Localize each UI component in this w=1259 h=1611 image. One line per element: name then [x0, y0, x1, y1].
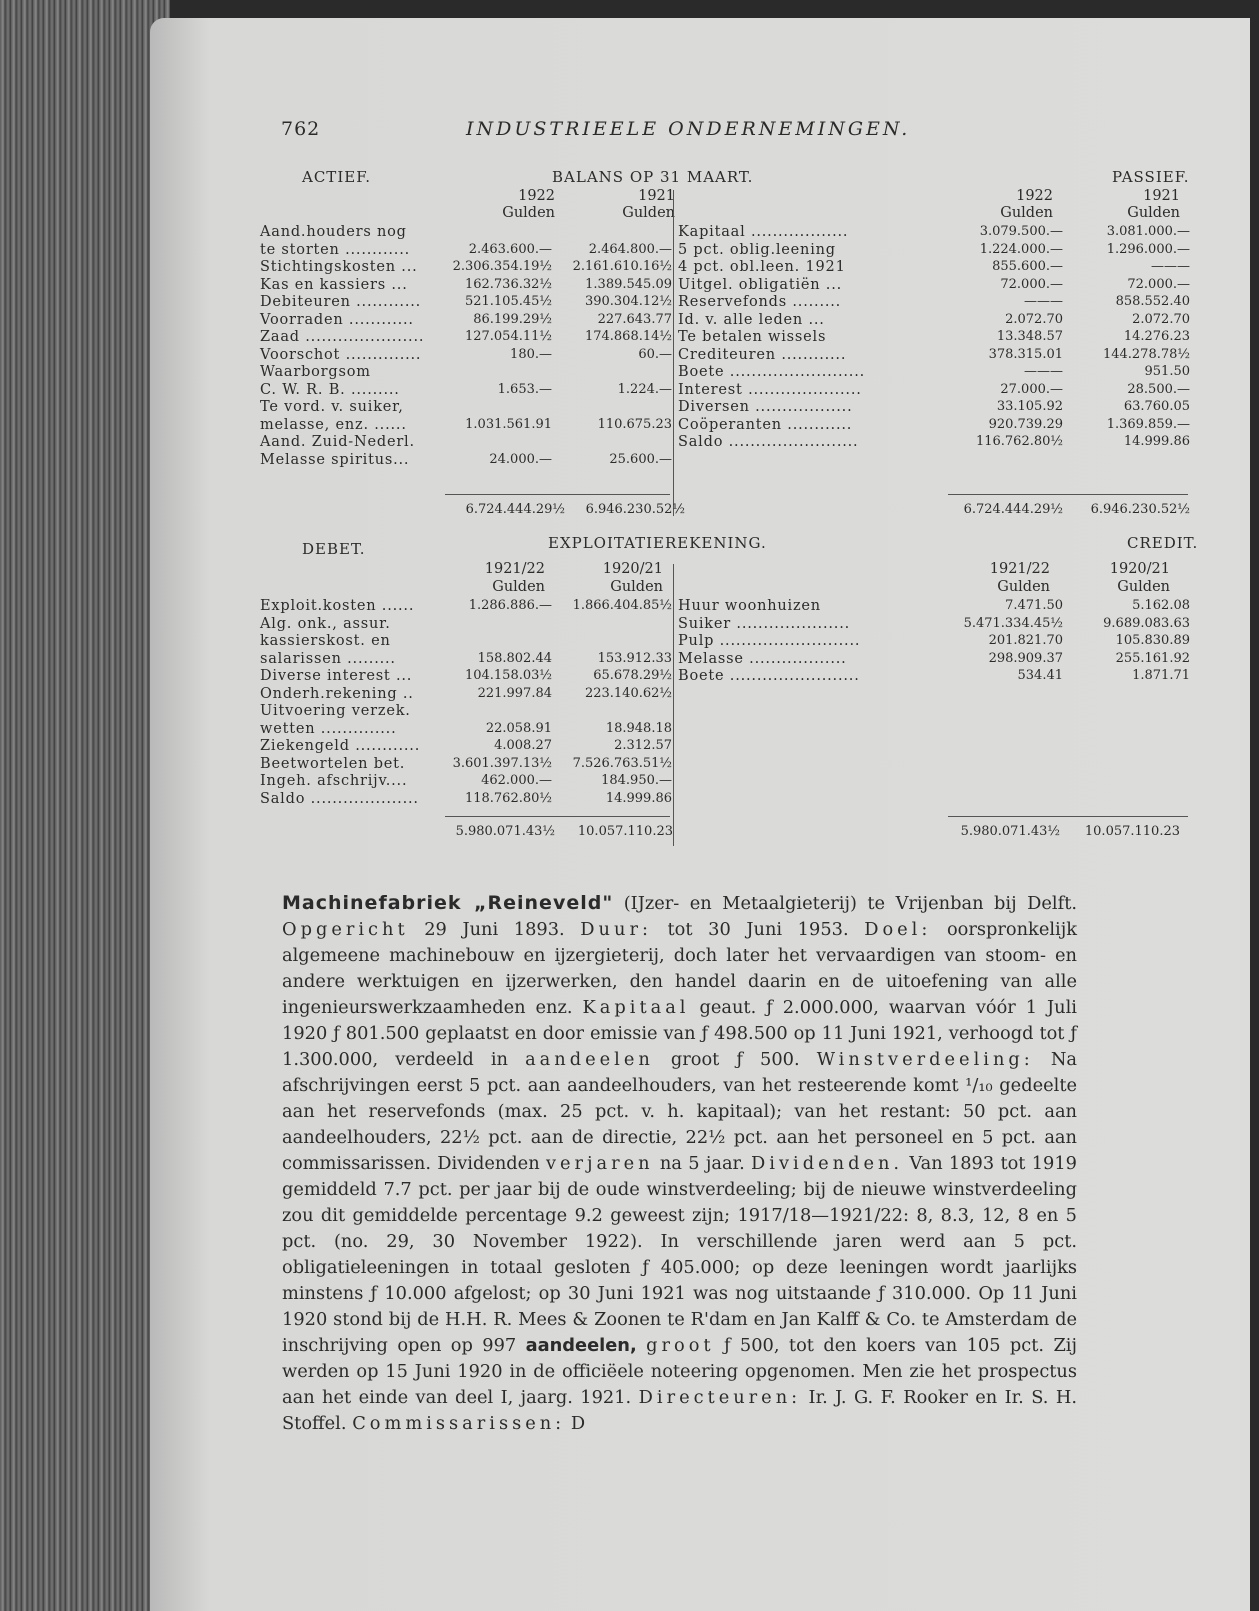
row-value-1: 221.997.84: [477, 685, 552, 701]
assets-list: [260, 224, 740, 469]
row-value-1: ———: [1024, 294, 1063, 309]
row-label: Aand.houders nog: [260, 224, 407, 240]
row-value-1: 3.079.500.—: [979, 224, 1063, 239]
credit-row: [678, 598, 1230, 616]
debit-row: [260, 703, 740, 721]
row-label: Saldo ........................: [678, 434, 859, 450]
row-label: 5 pct. oblig.leening: [678, 241, 836, 258]
assets-year-2: 1921: [638, 188, 675, 204]
spaced-keyword: Doel:: [864, 919, 932, 940]
debit-row: [260, 686, 740, 704]
row-value-2: 153.912.33: [597, 650, 672, 666]
row-value-1: 378.315.01: [988, 346, 1063, 362]
row-value-1: 72.000.—: [1000, 276, 1063, 292]
row-label: Diversen ..................: [678, 399, 853, 415]
credit-total-2: 10.057.110.23: [1084, 824, 1180, 839]
row-value-2: 3.081.000.—: [1106, 224, 1190, 239]
row-value-1: 22.058.91: [485, 720, 552, 736]
row-label: Interest .....................: [678, 381, 862, 398]
row-label: Ziekengeld ............: [260, 738, 421, 754]
row-value-2: 1.866.404.85½: [572, 598, 672, 613]
debit-row: [260, 651, 740, 669]
debit-list: [260, 598, 740, 808]
asset-row: [260, 312, 740, 330]
row-label: Zaad ......................: [260, 329, 425, 345]
row-label: Aand. Zuid-Nederl.: [260, 434, 415, 450]
exploitation-title: EXPLOITATIEREKENING.: [548, 534, 767, 552]
debit-year-2: 1920/21: [602, 561, 663, 577]
row-value-2: 1.224.—: [617, 381, 672, 397]
row-value-1: 180.—: [510, 346, 552, 362]
debit-row: [260, 668, 740, 686]
row-value-2: 65.678.29½: [593, 668, 672, 683]
spaced-keyword: Duur:: [580, 919, 652, 940]
row-value-2: 63.760.05: [1123, 399, 1190, 414]
debit-currency-1: Gulden: [492, 579, 545, 595]
liabilities-currency-2: Gulden: [1127, 205, 1180, 221]
row-value-2: 951.50: [1144, 364, 1190, 379]
liability-row: [678, 224, 1230, 242]
row-label: Diverse interest ...: [260, 668, 413, 684]
row-value-2: 1.389.545.09: [585, 276, 672, 292]
asset-row: [260, 329, 740, 347]
article-paragraph: [282, 890, 1077, 1437]
row-label: Kapitaal ..................: [678, 224, 849, 240]
row-value-2: 858.552.40: [1115, 294, 1190, 309]
asset-row: [260, 382, 740, 400]
row-value-2: ———: [1151, 259, 1190, 274]
asset-row: [260, 452, 740, 470]
liabilities-list: [678, 224, 1230, 452]
credit-list: [678, 598, 1230, 686]
row-label: te storten ............: [260, 241, 411, 258]
row-label: Debiteuren ............: [260, 294, 422, 310]
assets-currency-1: Gulden: [502, 205, 555, 221]
balance-sheet: [260, 168, 1230, 528]
row-value-1: 201.821.70: [988, 633, 1063, 648]
spaced-keyword: verjaren: [545, 1153, 654, 1174]
row-value-2: 390.304.12½: [584, 294, 672, 309]
debit-row: [260, 721, 740, 739]
liability-row: [678, 399, 1230, 417]
row-value-1: 118.762.80½: [464, 790, 552, 806]
liabilities-year-1: 1922: [1016, 188, 1053, 204]
row-label: Reservefonds .........: [678, 294, 842, 310]
row-label: Te betalen wissels: [678, 329, 827, 345]
row-value-2: 18.948.18: [605, 720, 672, 736]
row-label: salarissen .........: [260, 650, 396, 667]
row-label: Waarborgsom: [260, 364, 371, 380]
credit-total-rule: [948, 816, 1188, 817]
article-text: geaut. ƒ 2.000.000, waarvan vóór 1 Juli 1920 ƒ 801.500 geplaatst en door emissie van ƒ 498.500 op 11 Juni 1921, verhoogd tot ƒ 1.300.000, verdeeld in: [282, 997, 1077, 1070]
asset-row: [260, 242, 740, 260]
row-label: Uitvoering verzek.: [260, 703, 411, 719]
spaced-keyword: Dividenden.: [751, 1153, 904, 1174]
balance-title: BALANS OP 31 MAART.: [552, 168, 754, 186]
row-value-1: 24.000.—: [489, 451, 552, 467]
article-text: (IJzer- en Metaalgieterij) te Vrijenban bij Delft.: [613, 893, 1077, 914]
row-label: Huur woonhuizen: [678, 598, 821, 614]
row-value-1: 521.105.45½: [464, 294, 552, 309]
row-label: Onderh.rekening ..: [260, 685, 414, 702]
row-value-2: 1.369.859.—: [1106, 416, 1190, 432]
row-label: Saldo ....................: [260, 790, 419, 807]
row-label: Voorschot ..............: [260, 346, 422, 363]
bold-keyword: aandeelen,: [525, 1335, 637, 1356]
article-text: Na afschrijvingen eerst 5 pct. aan aandeelhouders, van het resteerende komt ¹/₁₀ gedeelte aan het reservefonds (max. 25 pct. v. h. kapitaal); van het restant: 50 pct. aan aandeelhouders, 22½ pct. aan de directie, 22½ pct. aan het personeel en 5 pct. aan commissarissen. Dividenden: [282, 1049, 1078, 1174]
row-value-1: 2.306.354.19½: [452, 259, 552, 274]
row-value-1: 1.224.000.—: [979, 241, 1063, 257]
spaced-keyword: Commissarissen:: [352, 1413, 566, 1434]
row-label: Ingeh. afschrijv....: [260, 773, 408, 789]
assets-currency-2: Gulden: [622, 205, 675, 221]
row-value-2: 2.161.610.16½: [572, 259, 672, 274]
spaced-keyword: Opgericht: [282, 919, 409, 940]
liabilities-year-2: 1921: [1143, 188, 1180, 204]
row-value-1: 2.072.70: [1005, 311, 1063, 327]
credit-year-1: 1921/22: [989, 561, 1050, 577]
spaced-keyword: Kapitaal: [582, 997, 690, 1018]
row-label: Uitgel. obligatiën ...: [678, 276, 843, 293]
asset-row: [260, 434, 740, 452]
row-label: Crediteuren ............: [678, 346, 847, 363]
row-value-2: 2.312.57: [614, 738, 672, 753]
row-value-1: 5.471.334.45½: [963, 615, 1063, 631]
assets-heading: ACTIEF.: [302, 168, 372, 186]
row-label: Voorraden ............: [260, 311, 414, 328]
row-value-2: 144.278.78½: [1102, 346, 1190, 362]
row-value-1: 86.199.29½: [473, 311, 552, 327]
credit-year-2: 1920/21: [1109, 561, 1170, 577]
company-name: Machinefabriek „Reineveld": [282, 892, 614, 914]
liabilities-currency-1: Gulden: [1000, 205, 1053, 221]
running-title: INDUSTRIEELE ONDERNEMINGEN.: [466, 118, 911, 140]
book-page: [150, 18, 1250, 1611]
row-label: Coöperanten ............: [678, 416, 853, 433]
row-label: Suiker .....................: [678, 615, 851, 632]
asset-row: [260, 224, 740, 242]
row-label: Te vord. v. suiker,: [260, 399, 404, 415]
row-value-2: 110.675.23: [597, 416, 672, 432]
row-value-1: 162.736.32½: [464, 276, 552, 292]
row-value-1: 3.601.397.13½: [452, 755, 552, 771]
article-text: Ir. J. G. F. Rooker en Ir. S. H. Stoffel.: [282, 1387, 1077, 1434]
spaced-keyword: groot: [646, 1335, 715, 1356]
article-text: [637, 1335, 646, 1356]
row-value-1: 298.909.37: [988, 650, 1063, 666]
article-text: tot 30 Juni 1953.: [651, 919, 865, 940]
asset-row: [260, 347, 740, 365]
debit-row: [260, 756, 740, 774]
exploitation-account: [260, 534, 1230, 864]
row-value-2: 2.464.800.—: [588, 241, 672, 257]
liability-row: [678, 347, 1230, 365]
row-value-2: 72.000.—: [1127, 276, 1190, 292]
row-value-2: 2.072.70: [1132, 311, 1190, 327]
credit-currency-2: Gulden: [1117, 579, 1170, 595]
asset-row: [260, 364, 740, 382]
asset-row: [260, 417, 740, 435]
liability-row: [678, 277, 1230, 295]
page-number: 762: [281, 118, 321, 140]
credit-heading: CREDIT.: [1127, 534, 1199, 552]
row-label: Melasse spiritus...: [260, 451, 410, 468]
row-value-2: 223.140.62½: [584, 685, 672, 701]
liability-row: [678, 242, 1230, 260]
row-value-1: 33.105.92: [996, 399, 1063, 414]
debit-year-1: 1921/22: [484, 561, 545, 577]
spaced-keyword: aandeelen: [525, 1049, 654, 1070]
assets-total-rule: [445, 494, 670, 495]
row-value-1: 1.653.—: [497, 381, 552, 397]
row-value-1: 2.463.600.—: [468, 241, 552, 257]
row-label: Kas en kassiers ...: [260, 276, 408, 293]
row-label: Boete .........................: [678, 364, 866, 380]
liabilities-total-1921: 6.946.230.52½: [1090, 502, 1190, 517]
row-value-2: 174.868.14½: [584, 329, 672, 344]
row-label: Stichtingskosten ...: [260, 259, 418, 275]
article-text: Van 1893 tot 1919 gemiddeld 7.7 pct. per jaar bij de oude winstverdeeling; bij de nieuwe winstverdeeling zou dit gemiddelde percentage 9.2 geweest zijn; 1917/18—1921/22: 8, 8.3, 12, 8 en 5 pct. (no. 29, 30 November 1922). In verschillende jaren werd aan 5 pct. obligatieleeningen in totaal gesloten ƒ 405.000; op deze leeningen wordt jaarlijks minstens ƒ 10.000 afgelost; op 30 Juni 1921 was nog uitstaande ƒ 310.000. Op 11 Juni 1920 stond bij de H.H. R. Mees & Zoonen te R'dam en Jan Kalff & Co. te Amsterdam de inschrijving open op 997: [282, 1153, 1077, 1356]
book-spine: [0, 0, 170, 1611]
debit-currency-2: Gulden: [610, 579, 663, 595]
assets-total-1921: 6.946.230.52½: [585, 502, 685, 517]
row-value-1: 27.000.—: [1000, 381, 1063, 397]
spaced-keyword: Winstverdeeling:: [816, 1049, 1034, 1070]
row-value-2: 105.830.89: [1115, 633, 1190, 648]
row-value-2: 28.500.—: [1127, 381, 1190, 397]
company-article: [282, 890, 1077, 1437]
row-value-2: 227.643.77: [597, 311, 672, 327]
row-label: 4 pct. obl.leen. 1921: [678, 259, 846, 275]
debit-row: [260, 598, 740, 616]
row-value-1: 1.286.886.—: [468, 598, 552, 613]
row-label: melasse, enz. ......: [260, 416, 407, 433]
row-value-2: 1.871.71: [1132, 668, 1190, 683]
row-label: Id. v. alle leden ...: [678, 311, 825, 328]
liability-row: [678, 294, 1230, 312]
row-value-1: 1.031.561.91: [465, 416, 552, 432]
row-value-1: 104.158.03½: [464, 668, 552, 683]
row-value-1: 116.762.80½: [975, 434, 1063, 449]
liability-row: [678, 434, 1230, 452]
row-value-2: 25.600.—: [609, 451, 672, 467]
credit-row: [678, 616, 1230, 634]
row-label: Beetwortelen bet.: [260, 755, 406, 772]
liability-row: [678, 312, 1230, 330]
row-value-2: 1.296.000.—: [1106, 241, 1190, 257]
liabilities-heading: PASSIEF.: [1112, 168, 1190, 186]
debit-row: [260, 738, 740, 756]
credit-total-1: 5.980.071.43½: [960, 824, 1060, 839]
article-text: D: [565, 1413, 586, 1434]
debit-row: [260, 616, 740, 634]
liability-row: [678, 259, 1230, 277]
asset-row: [260, 277, 740, 295]
asset-row: [260, 399, 740, 417]
assets-year-1: 1922: [518, 188, 555, 204]
debit-total-1: 5.980.071.43½: [455, 824, 555, 839]
row-value-1: 13.348.57: [996, 329, 1063, 344]
liability-row: [678, 382, 1230, 400]
row-value-2: 255.161.92: [1115, 650, 1190, 666]
row-value-1: 462.000.—: [481, 773, 552, 788]
article-text: 29 Juni 1893.: [408, 919, 581, 940]
row-value-2: 14.276.23: [1123, 329, 1190, 344]
asset-row: [260, 259, 740, 277]
liabilities-total-rule: [948, 494, 1188, 495]
assets-total-1922: 6.724.444.29½: [465, 502, 565, 517]
debit-row: [260, 633, 740, 651]
row-value-1: 127.054.11½: [464, 329, 552, 344]
row-value-1: ———: [1024, 364, 1063, 379]
row-value-1: 855.600.—: [992, 259, 1063, 274]
row-label: wetten ..............: [260, 720, 397, 737]
credit-row: [678, 668, 1230, 686]
debit-total-2: 10.057.110.23: [577, 824, 673, 839]
row-value-2: 7.526.763.51½: [572, 755, 672, 771]
row-label: Exploit.kosten ......: [260, 598, 415, 614]
debit-total-rule: [445, 816, 670, 817]
row-value-1: 158.802.44: [477, 650, 552, 666]
row-value-2: 184.950.—: [601, 773, 672, 788]
credit-row: [678, 633, 1230, 651]
asset-row: [260, 294, 740, 312]
row-label: Pulp ..........................: [678, 633, 861, 649]
row-label: Melasse ..................: [678, 650, 847, 667]
row-label: kassierskost. en: [260, 633, 391, 649]
liability-row: [678, 417, 1230, 435]
row-value-1: 4.008.27: [494, 738, 552, 753]
credit-currency-1: Gulden: [997, 579, 1050, 595]
row-value-1: 534.41: [1017, 668, 1063, 683]
liability-row: [678, 364, 1230, 382]
row-value-2: 5.162.08: [1132, 598, 1190, 613]
row-value-2: 14.999.86: [1123, 434, 1190, 449]
row-value-2: 60.—: [638, 346, 672, 362]
row-value-1: 7.471.50: [1005, 598, 1063, 613]
row-label: Boete ........................: [678, 668, 860, 684]
debit-row: [260, 773, 740, 791]
credit-row: [678, 651, 1230, 669]
row-value-2: 9.689.083.63: [1103, 615, 1190, 631]
article-text: na 5 jaar.: [653, 1153, 752, 1174]
page-header: [281, 118, 1071, 146]
debit-row: [260, 791, 740, 809]
row-label: Alg. onk., assur.: [260, 615, 391, 632]
article-text: groot ƒ 500.: [653, 1049, 817, 1070]
article-text: oorspronkelijk algemeene machinebouw en ijzergieterij, doch later het vervaardigen van stoom- en andere werktuigen en ijzerwerken, den handel daarin en de uitoefening van alle ingenieurswerkzaamheden enz.: [282, 919, 1078, 1018]
liability-row: [678, 329, 1230, 347]
row-label: C. W. R. B. .........: [260, 381, 400, 398]
debit-heading: DEBET.: [302, 540, 366, 558]
spaced-keyword: Directeuren:: [638, 1387, 802, 1408]
liabilities-total-1922: 6.724.444.29½: [963, 502, 1063, 517]
article-text: ƒ 500, tot den koers van 105 pct. Zij werden op 15 Juni 1920 in de officiëele noteering opgenomen. Men zie het prospectus aan het einde van deel I, jaarg. 1921.: [282, 1335, 1078, 1408]
row-value-1: 920.739.29: [988, 416, 1063, 432]
row-value-2: 14.999.86: [605, 790, 672, 806]
